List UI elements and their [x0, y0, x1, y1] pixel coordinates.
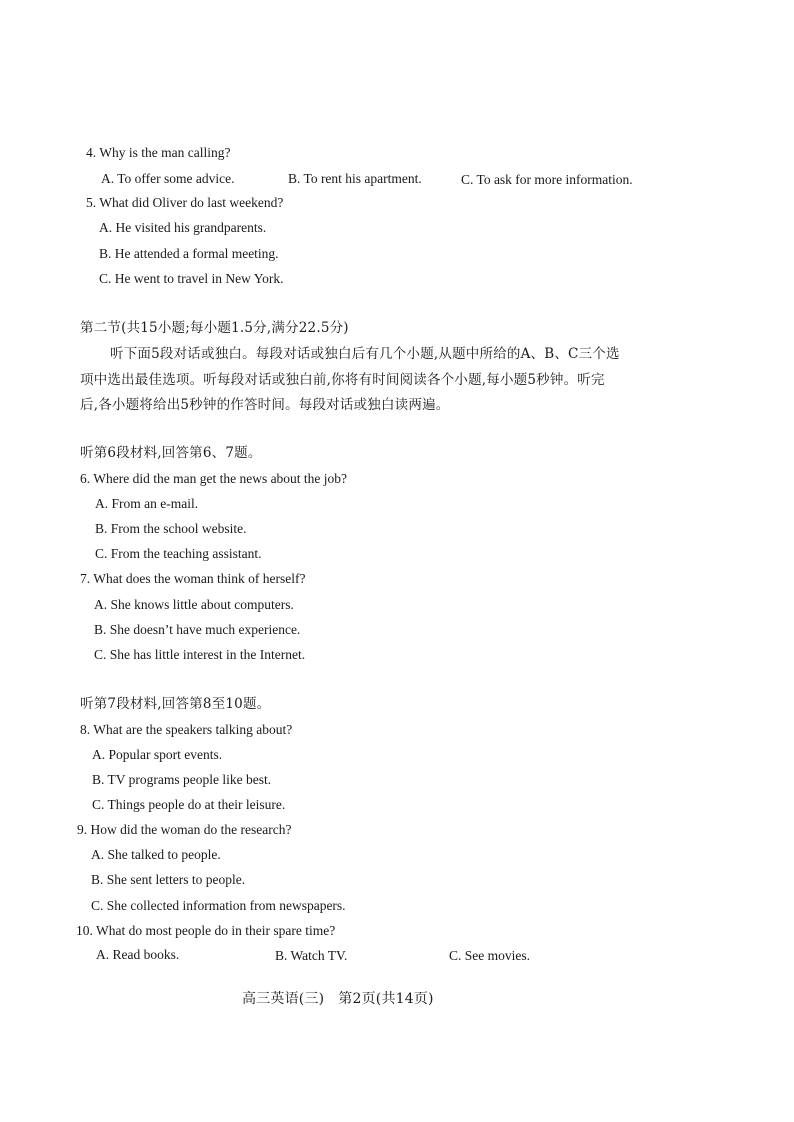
- section-2-instructions-line-3: 后,各小题将给出5秒钟的作答时间。每段对话或独白读两遍。: [80, 397, 450, 413]
- question-5-option-b: B. He attended a formal meeting.: [99, 246, 279, 261]
- question-6-option-a: A. From an e-mail.: [95, 496, 199, 511]
- question-6-option-c: C. From the teaching assistant.: [95, 546, 262, 561]
- question-9-stem: 9. How did the woman do the research?: [77, 822, 292, 837]
- question-5-option-c: C. He went to travel in New York.: [99, 271, 284, 286]
- question-8-stem: 8. What are the speakers talking about?: [80, 722, 293, 737]
- question-4-option-a: A. To offer some advice.: [101, 171, 235, 186]
- section-2-instructions-line-1: 听下面5段对话或独白。每段对话或独白后有几个小题,从题中所给的A、B、C三个选: [110, 346, 620, 362]
- question-7-option-b: B. She doesn’t have much experience.: [94, 622, 301, 637]
- question-10-option-b: B. Watch TV.: [275, 948, 348, 963]
- question-10-option-c: C. See movies.: [449, 948, 530, 963]
- question-10-stem: 10. What do most people do in their spare time?: [76, 923, 336, 938]
- question-6-option-b: B. From the school website.: [95, 521, 247, 536]
- question-9-option-c: C. She collected information from newspapers.: [91, 898, 346, 913]
- question-4-option-c: C. To ask for more information.: [461, 172, 633, 187]
- question-7-option-c: C. She has little interest in the Internet.: [94, 647, 306, 662]
- question-8-option-a: A. Popular sport events.: [92, 747, 223, 762]
- question-9-option-a: A. She talked to people.: [91, 847, 221, 862]
- question-9-option-b: B. She sent letters to people.: [91, 872, 246, 887]
- question-6-stem: 6. Where did the man get the news about the job?: [80, 471, 348, 486]
- question-10-option-a: A. Read books.: [96, 947, 180, 962]
- page-footer: 高三英语(三) 第2页(共14页): [242, 991, 434, 1007]
- question-8-option-c: C. Things people do at their leisure.: [92, 797, 286, 812]
- question-5-stem: 5. What did Oliver do last weekend?: [86, 195, 284, 210]
- question-8-option-b: B. TV programs people like best.: [92, 772, 272, 787]
- question-4-stem: 4. Why is the man calling?: [86, 145, 231, 160]
- question-7-option-a: A. She knows little about computers.: [94, 597, 294, 612]
- section-2-heading: 第二节(共15小题;每小题1.5分,满分22.5分): [80, 320, 349, 336]
- question-7-stem: 7. What does the woman think of herself?: [80, 571, 306, 586]
- material-7-label: 听第7段材料,回答第8至10题。: [80, 696, 271, 712]
- question-5-option-a: A. He visited his grandparents.: [99, 220, 267, 235]
- material-6-label: 听第6段材料,回答第6、7题。: [80, 445, 262, 461]
- section-2-instructions-line-2: 项中选出最佳选项。听每段对话或独白前,你将有时间阅读各个小题,每小题5秒钟。听完: [80, 372, 605, 388]
- question-4-option-b: B. To rent his apartment.: [288, 171, 422, 186]
